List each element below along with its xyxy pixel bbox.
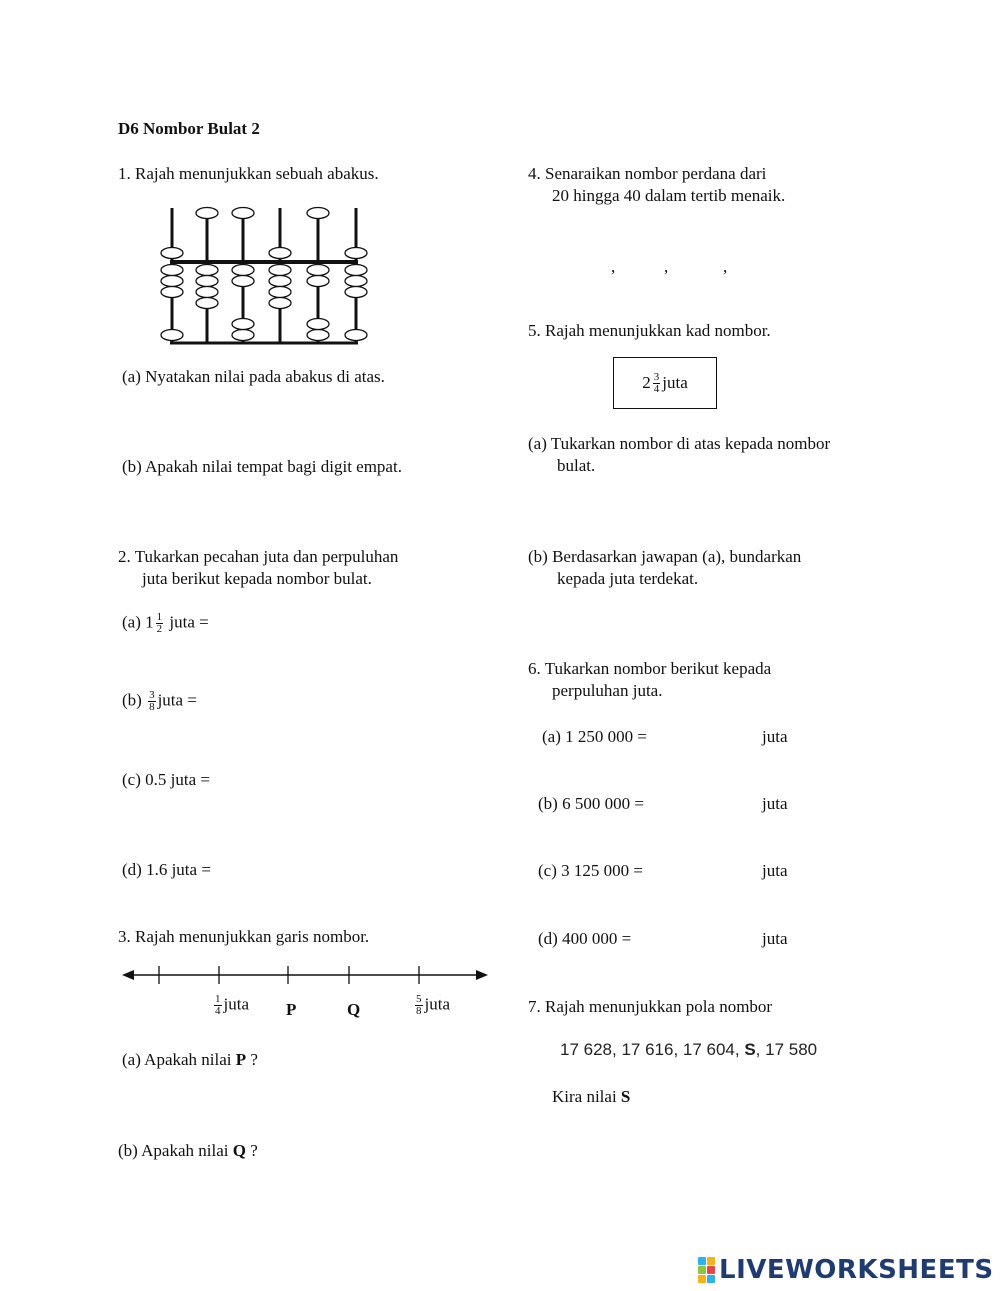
- abacus-heaven-bead: [345, 248, 367, 259]
- abacus-earth-bead: [161, 265, 183, 276]
- q6a-label: (a) 1 250 000 =: [542, 727, 647, 746]
- q7-question: Kira nilai S: [552, 1087, 631, 1106]
- abacus-earth-bead: [269, 287, 291, 298]
- fraction: $\frac{3}{4}$: [653, 370, 660, 395]
- abacus-heaven-bead: [161, 248, 183, 259]
- abacus-earth-bead: [307, 265, 329, 276]
- abacus-earth-bead: [196, 287, 218, 298]
- abacus-earth-bead: [307, 319, 329, 330]
- q3-prompt: 3. Rajah menunjukkan garis nombor.: [118, 927, 370, 946]
- abacus-earth-bead: [345, 330, 367, 341]
- liveworksheets-logo: LIVEWORKSHEETS: [698, 1255, 994, 1285]
- answer-comma: ,: [664, 257, 669, 276]
- q6c-label: (c) 3 125 000 =: [538, 861, 643, 880]
- q5a-line1: (a) Tukarkan nombor di atas kepada nombor: [528, 434, 831, 453]
- q2d-question: (d) 1.6 juta =: [122, 860, 211, 879]
- fraction: $\frac{3}{8}$: [149, 689, 155, 713]
- worksheet-title: D6 Nombor Bulat 2: [118, 119, 260, 138]
- answer-comma: ,: [611, 257, 616, 276]
- q7-prompt: 7. Rajah menunjukkan pola nombor: [528, 997, 773, 1016]
- abacus-earth-bead: [196, 265, 218, 276]
- q3b-question: (b) Apakah nilai Q ?: [118, 1141, 258, 1160]
- abacus-earth-bead: [196, 298, 218, 309]
- number-line-label-p: P: [286, 1000, 297, 1019]
- number-line-label-five-eighths: $\frac{5}{8}$ juta: [416, 993, 450, 1017]
- abacus-earth-bead: [269, 276, 291, 287]
- q2c-question: (c) 0.5 juta =: [122, 770, 210, 789]
- q5b-line1: (b) Berdasarkan jawapan (a), bundarkan: [528, 547, 802, 566]
- right-arrow-icon: [476, 970, 488, 980]
- left-arrow-icon: [122, 970, 134, 980]
- abacus-earth-bead: [232, 319, 254, 330]
- abacus-earth-bead: [196, 276, 218, 287]
- abacus-heaven-bead: [232, 208, 254, 219]
- fraction: $\frac{1}{2}$: [156, 611, 163, 635]
- number-pattern: 17 628, 17 616, 17 604, S, 17 580: [560, 1040, 818, 1059]
- q4-prompt-line1: 4. Senaraikan nombor perdana dari: [528, 164, 767, 183]
- abacus-earth-bead: [307, 330, 329, 341]
- abacus-earth-bead: [307, 276, 329, 287]
- q1b-question: (b) Apakah nilai tempat bagi digit empat.: [122, 457, 402, 476]
- q6a-unit: juta: [762, 727, 788, 746]
- q6-prompt-line1: 6. Tukarkan nombor berikut kepada: [528, 659, 772, 678]
- q5a-line2: bulat.: [557, 456, 596, 475]
- abacus-heaven-bead: [269, 248, 291, 259]
- q1a-question: (a) Nyatakan nilai pada abakus di atas.: [122, 367, 385, 386]
- abacus-earth-bead: [345, 276, 367, 287]
- abacus-earth-bead: [232, 276, 254, 287]
- q2b-question: (b) $\frac{3}{8}$ juta =: [122, 689, 197, 713]
- abacus-earth-bead: [232, 330, 254, 341]
- abacus-earth-bead: [161, 287, 183, 298]
- number-line-label-q: Q: [347, 1000, 361, 1019]
- abacus-heaven-bead: [307, 208, 329, 219]
- q2a-question: (a) 1 $\frac{1}{2}$ juta =: [122, 611, 209, 635]
- q5b-line2: kepada juta terdekat.: [557, 569, 699, 588]
- q6d-label: (d) 400 000 =: [538, 929, 632, 948]
- number-line: [120, 960, 495, 990]
- q6d-unit: juta: [762, 929, 788, 948]
- q2-prompt-line2: juta berikut kepada nombor bulat.: [142, 569, 372, 588]
- abacus-earth-bead: [269, 265, 291, 276]
- abacus-earth-bead: [161, 330, 183, 341]
- q3a-question: (a) Apakah nilai P ?: [122, 1050, 258, 1069]
- q6b-unit: juta: [762, 794, 788, 813]
- q4-prompt-line2: 20 hingga 40 dalam tertib menaik.: [552, 186, 786, 205]
- q2-prompt-line1: 2. Tukarkan pecahan juta dan perpuluhan: [118, 547, 399, 566]
- abacus-earth-bead: [232, 265, 254, 276]
- number-card: 2 $\frac{3}{4}$ juta: [613, 357, 717, 409]
- abacus-earth-bead: [269, 298, 291, 309]
- abacus-heaven-bead: [196, 208, 218, 219]
- q6b-label: (b) 6 500 000 =: [538, 794, 644, 813]
- q1-prompt: 1. Rajah menunjukkan sebuah abakus.: [118, 164, 379, 183]
- abacus: [161, 208, 367, 344]
- abacus-diagram: [150, 200, 370, 350]
- q6c-unit: juta: [762, 861, 788, 880]
- q6-prompt-line2: perpuluhan juta.: [552, 681, 663, 700]
- answer-comma: ,: [723, 257, 728, 276]
- abacus-earth-bead: [345, 287, 367, 298]
- number-line-label-quarter: $\frac{1}{4}$ juta: [215, 993, 249, 1017]
- abacus-earth-bead: [345, 265, 367, 276]
- abacus-earth-bead: [161, 276, 183, 287]
- q5-prompt: 5. Rajah menunjukkan kad nombor.: [528, 321, 771, 340]
- logo-blocks-icon: [698, 1257, 715, 1283]
